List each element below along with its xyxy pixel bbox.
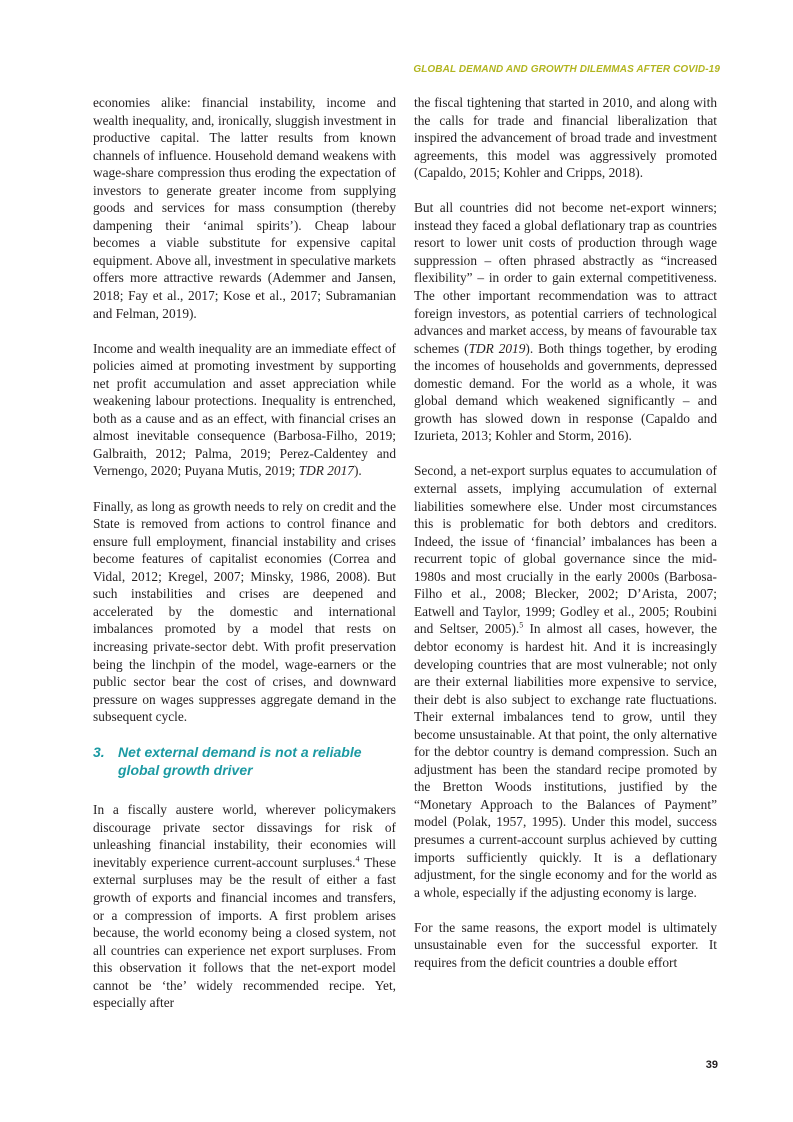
paragraph-text: These external surpluses may be the result of either a fast growth of exports and financial incomes and transfers, or a compression of imports. A first problem arises because, the world economy being a closed system, not all countries can experience net export surpluses. From this observation it follows that the net-export model cannot be ‘the’ widely recommended recipe. Yet, especially after bbox=[93, 854, 396, 1011]
paragraph-text: Second, a net-export surplus equates to accumulation of external assets, implying accumulation of external liabilities somewhere else. Under most circumstances this is problematic for both debtors and creditors. Indeed, the issue of ‘financial’ imbalances has been a recurrent topic of global governance since the mid-1980s and most crucially in the early 2000s (Barbosa-Filho et al., 2008; Blecker, 2002; D’Arista, 2007; Eatwell and Taylor, 1999; Godley et al., 2005; Roubini and Seltser, 2005). bbox=[414, 463, 717, 637]
paragraph bbox=[414, 462, 717, 901]
paragraph: the fiscal tightening that started in 2010, and along with the calls for trade and financial liberalization that inspired the advancement of broad trade and investment agreements, this model was aggressively promoted (Capaldo, 2015; Kohler and Cripps, 2018). bbox=[414, 95, 717, 181]
paragraph bbox=[93, 340, 396, 480]
report-reference: TDR 2019 bbox=[468, 340, 526, 356]
right-column bbox=[414, 94, 717, 971]
section-number: 3. bbox=[93, 744, 105, 761]
paragraph-text: Income and wealth inequality are an immediate effect of policies aimed at promoting investment by supporting net profit accumulation and asset appreciation while weakening labour protections. Inequality is entrenched, both as a cause and as an effect, with financial crises an almost inevitable consequence (Barbosa-Filho, 2019; Galbraith, 2012; Palma, 2019; Perez-Caldentey and Vernengo, 2020; Puyana Mutis, 2019; bbox=[93, 340, 396, 479]
paragraph-text: But all countries did not become net-export winners; instead they faced a global deflationary trap as countries resort to lower unit costs of production through wage suppression – often phrased abstractly as “increased flexibility” – in order to gain external competitiveness. The other important recommendation was to attract foreign investors, as potential carriers of technological advances and market access, by means of favourable tax schemes ( bbox=[414, 200, 717, 356]
report-reference: TDR 2017 bbox=[298, 463, 354, 479]
page-number: 39 bbox=[705, 1059, 718, 1071]
paragraph: economies alike: financial instability, income and wealth inequality, and, ironically, sluggish investment in productive capital. The latter results from known channels of influence. Household demand weakens with wage-share compression thus eroding the expectation of investors to generate greater income from supplying goods and services for mass consumption (thereby dampening their ‘animal spirits’). Cheap labour becomes a viable substitute for expensive capital equipment. Above all, investment in speculative markets offers more attractive rewards (Ademmer and Jansen, 2018; Fay et al., 2017; Kose et al., 2017; Subramanian and Felman, 2019). bbox=[93, 95, 396, 321]
footnote-marker[interactable]: 4 bbox=[355, 854, 360, 864]
paragraph-text: In a fiscally austere world, wherever policymakers discourage private sector dissavings for risk of unleashing financial instability, their economies will inevitably experience current-account surpluses. bbox=[93, 802, 396, 870]
running-header: GLOBAL DEMAND AND GROWTH DILEMMAS AFTER COVID-19 bbox=[413, 64, 720, 75]
section-title: Net external demand is not a reliable global growth driver bbox=[118, 744, 362, 779]
left-column bbox=[93, 94, 396, 1012]
footnote-marker[interactable]: 5 bbox=[519, 620, 524, 630]
paragraph-text: ). bbox=[353, 463, 362, 479]
paragraph-text: In almost all cases, however, the debtor economy is hardest hit. And it is increasingly developing countries that are most vulnerable; not only are their external liabilities more expensive to service, their debt is also subject to exchange rate fluctuations. Their external imbalances tend to grow, until they become unsustainable. At that point, the only alternative for the debtor country is demand compression. Such an adjustment has been the standard recipe promoted by the Bretton Woods institutions, justified by the “Monetary Approach to the Balances of Payment” model (Polak, 1957, 1995). Under this model, success presumes a current-account surplus achieved by cutting imports sufficiently quickly. It is a deflationary adjustment, for the single economy and for the world as a whole, especially if the adjusting economy is large. bbox=[414, 621, 717, 900]
section-heading bbox=[93, 743, 396, 779]
paragraph bbox=[414, 199, 717, 445]
paragraph: Finally, as long as growth needs to rely on credit and the State is removed from actions to control finance and ensure full employment, financial instability and crises become features of capitalist economies (Correa and Vidal, 2012; Kregel, 2007; Minsky, 1986, 2008). But such instabilities and crises are deepened and accelerated by the domestic and international imbalances promoted by a model that rests on increasing private-sector debt. With profit preservation being the linchpin of the model, wage-earners or the public sector bear the cost of crises, and downward pressure on wages suppresses aggregate demand in the subsequent cycle. bbox=[93, 498, 396, 725]
paragraph-text: ). Both things together, by eroding the incomes of households and governments, depressed domestic demand. For the world as a whole, it was global demand which weakened significantly – and growth has slowed down in response (Capaldo and Izurieta, 2013; Kohler and Storm, 2016). bbox=[414, 340, 718, 444]
paragraph: For the same reasons, the export model is ultimately unsustainable even for the successful exporter. It requires from the deficit countries a double effort bbox=[414, 919, 717, 970]
paragraph bbox=[93, 801, 396, 1012]
